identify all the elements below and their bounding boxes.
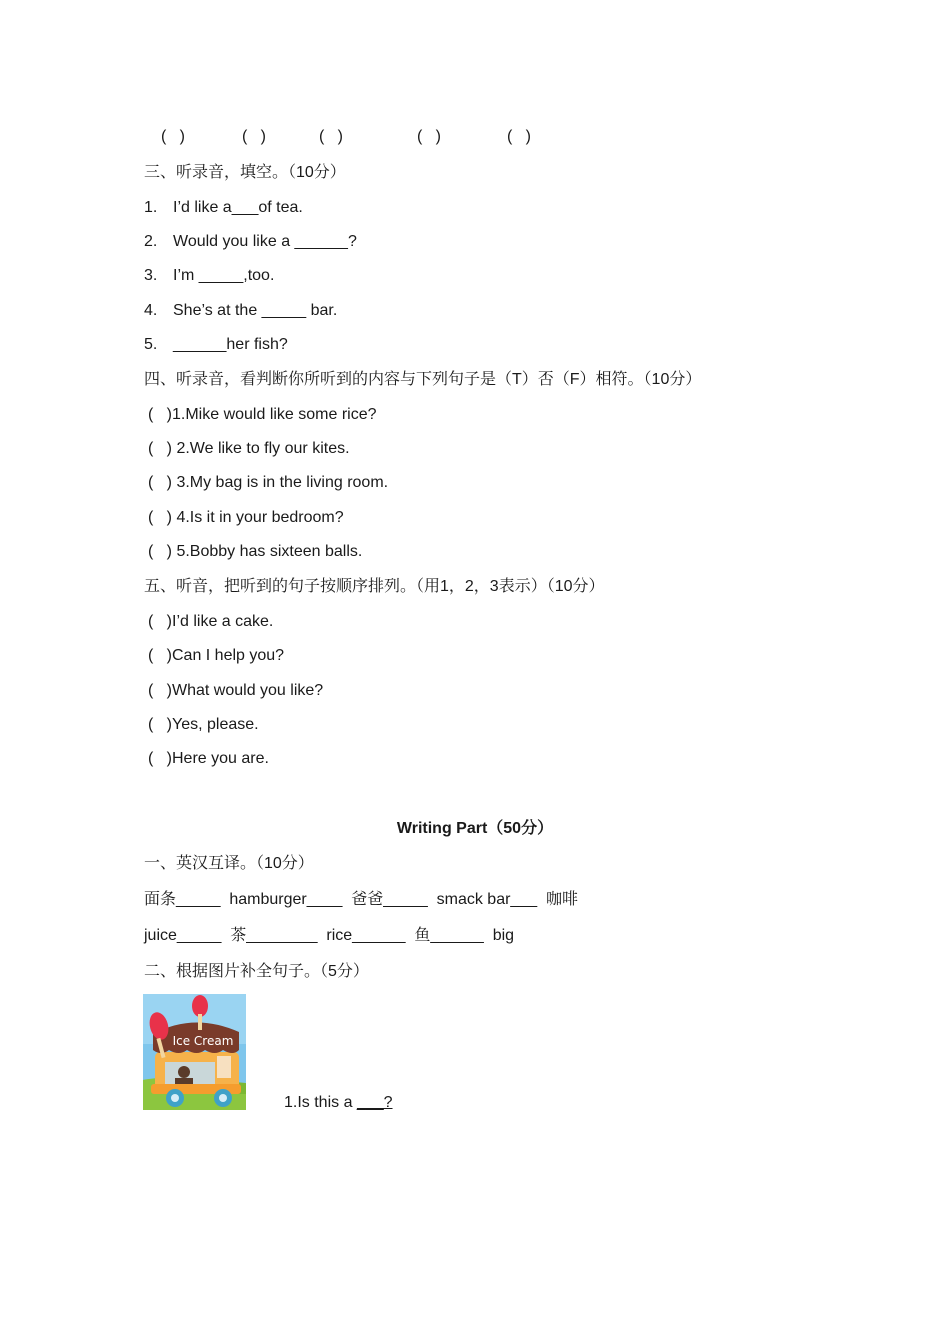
item-text: Would you like a ______? [173, 233, 357, 250]
ice-cream-truck-picture [143, 994, 246, 1110]
item-number: 3. [144, 267, 158, 284]
item-text: I’d like a___of tea. [173, 199, 303, 216]
writing-part2-title: 二、根据图片补全句子。（5分） [144, 963, 369, 980]
answer-blank: ___? [356, 1094, 393, 1111]
section4-item: ( ) 5.Bobby has sixteen balls. [148, 543, 363, 560]
translation-row: juice_____ 茶________ rice______ 鱼______ big [144, 927, 515, 944]
answer-bracket: ( ) [507, 128, 531, 145]
answer-bracket: ( ) [161, 128, 185, 145]
section3-item [144, 301, 337, 321]
item-text: I’m _____,too. [173, 267, 275, 284]
section5-item: ( )What would you like? [148, 682, 324, 699]
truck-sign-text: Ice Cream [172, 1034, 234, 1048]
section5-item: ( )Yes, please. [148, 716, 259, 733]
section5-item: ( )Can I help you? [148, 647, 285, 664]
answer-bracket: ( ) [242, 128, 266, 145]
translation-row: 面条_____ hamburger____ 爸爸_____ smack bar___ 咖啡 [144, 891, 579, 908]
section3-item [144, 335, 288, 355]
section5-title: 五、听音，把听到的句子按顺序排列。（用1，2，3表示）（10分） [144, 578, 605, 595]
section4-item: ( ) 4.Is it in your bedroom? [148, 509, 344, 526]
section4-item: ( ) 2.We like to fly our kites. [148, 440, 350, 457]
answer-bracket-row [0, 128, 950, 148]
section3-item [144, 198, 303, 218]
picture-question-1 [284, 1093, 393, 1113]
item-number: 1. [144, 199, 158, 216]
section3-item [144, 266, 274, 286]
section5-item: ( )I’d like a cake. [148, 613, 274, 630]
section3-title: 三、听录音，填空。（10分） [144, 164, 346, 181]
writing-part-heading: Writing Part（50分） [396, 820, 554, 837]
writing-part1-title: 一、英汉互译。（10分） [144, 855, 314, 872]
section3-item [144, 232, 357, 252]
item-number: 2. [144, 233, 158, 250]
answer-bracket: ( ) [417, 128, 441, 145]
item-number: 5. [144, 336, 158, 353]
section4-item: ( ) 3.My bag is in the living room. [148, 474, 389, 491]
item-number: 4. [144, 302, 158, 319]
item-text: She’s at the _____ bar. [173, 302, 338, 319]
section5-item: ( )Here you are. [148, 750, 269, 767]
answer-bracket: ( ) [319, 128, 343, 145]
section4-item: ( )1.Mike would like some rice? [148, 406, 377, 423]
item-text: ______her fish? [173, 336, 288, 353]
section4-title: 四、听录音，看判断你所听到的内容与下列句子是（T）否（F）相符。（10分） [144, 371, 702, 388]
question-text: 1.Is this a [284, 1094, 357, 1111]
